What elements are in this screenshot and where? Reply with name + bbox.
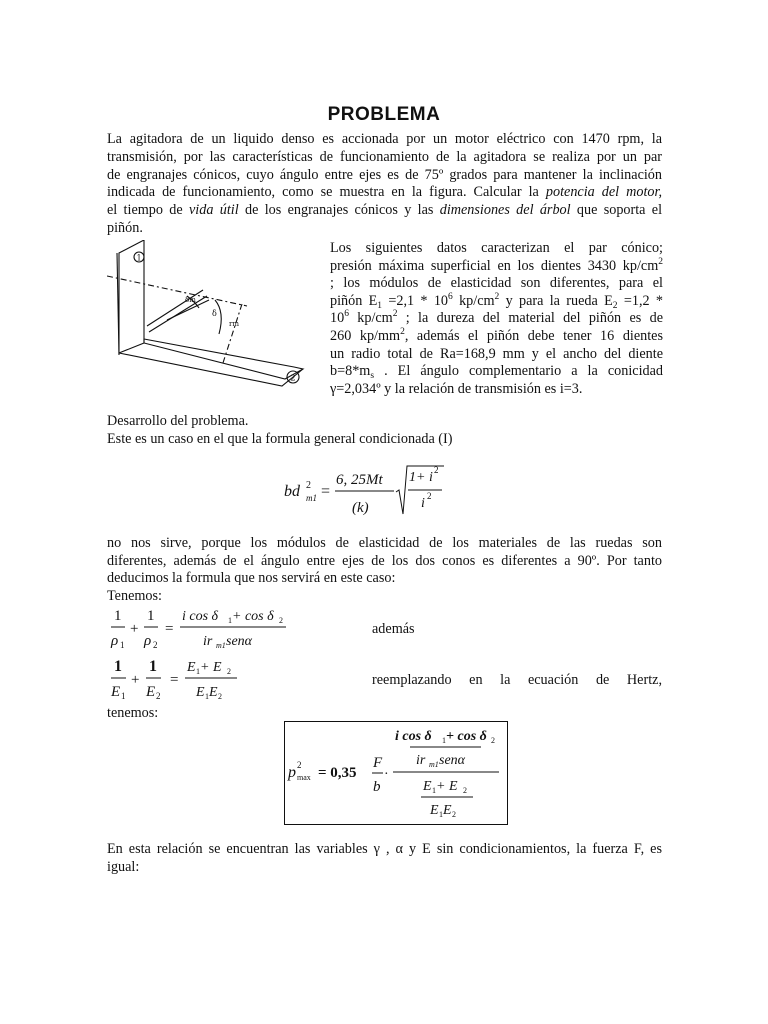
- statement-text: de los engranajes cónicos y las: [245, 202, 434, 219]
- data-paragraph: [330, 240, 663, 398]
- eq2-sub: 1: [120, 640, 125, 650]
- eq2-sub: 2: [153, 640, 158, 650]
- data-text: =2,1 * 10: [382, 292, 449, 309]
- eq4-sub: 2: [491, 736, 495, 745]
- statement-line: transmisión, por las características de funcionamiento de la agitadora se realiza por un par: [107, 148, 662, 165]
- eq4-d1: E: [423, 779, 432, 794]
- eq4-b: b: [373, 779, 381, 795]
- equation-curvature-svg: [110, 604, 300, 654]
- eq2-sub: 2: [279, 616, 283, 625]
- figure-rm-label: rm: [229, 320, 239, 328]
- eq3-sub: 1: [205, 692, 209, 701]
- statement-text: indicada de funcionamiento, como se muestra en la figura. Calcular la: [107, 184, 539, 201]
- eq4-sub: max: [297, 773, 311, 782]
- eq1-lhs-sup: 2: [306, 480, 311, 491]
- superscript: 2: [400, 326, 405, 337]
- eq1-lhs-sub: m1: [306, 493, 317, 503]
- hertz-equation-svg: [285, 722, 507, 824]
- statement-line: [107, 184, 662, 202]
- eq4-coefficient: = 0,35: [318, 765, 357, 781]
- eq2-denominator: senα: [226, 634, 253, 649]
- page-title: PROBLEMA: [327, 104, 441, 125]
- eq3-plus: +: [131, 672, 140, 688]
- eq3-sub: 1: [121, 691, 126, 701]
- statement-line: [107, 202, 662, 220]
- closing-paragraph: [107, 841, 662, 876]
- eq1-root-numerator: 1+ i: [409, 470, 433, 485]
- problem-statement: [107, 131, 662, 238]
- figure-label-2: 2: [290, 373, 296, 384]
- eq1-equals: =: [321, 483, 331, 500]
- eq3-numerator: + E: [200, 660, 222, 675]
- eq3-e: E: [146, 684, 156, 700]
- emphasis-potencia: potencia del motor,: [545, 184, 662, 201]
- eq3-equals: =: [170, 672, 179, 688]
- eq3-one: 1: [114, 658, 122, 675]
- superscript: 2: [392, 309, 398, 320]
- eq3-sub: 1: [196, 667, 200, 676]
- eq2-numerator: + cos δ: [232, 609, 274, 624]
- eq4-p: p: [288, 764, 296, 781]
- data-text: ; la dureza del material del piñón es de: [397, 310, 663, 327]
- data-line: un radio total de Ra=168,9 mm y el ancho del diente: [330, 345, 663, 362]
- eq1-root-denominator-sup: 2: [427, 491, 432, 501]
- eq3-e: E: [111, 684, 121, 700]
- eq4-sub: 1: [439, 810, 443, 819]
- eq2-numerator: i cos δ: [182, 609, 219, 624]
- superscript: 2: [658, 256, 663, 267]
- data-text: y para la rueda E: [499, 292, 613, 309]
- eq4-sub: 2: [463, 786, 467, 795]
- eq4-sub: 2: [452, 810, 456, 819]
- development-intro: [107, 413, 452, 448]
- data-line: ; los módulos de elasticidad son diferentes, para el: [330, 275, 663, 292]
- statement-text: el tiempo de: [107, 202, 183, 219]
- eq2-plus: +: [130, 621, 139, 637]
- eq4-sub: 1: [432, 786, 436, 795]
- data-line: [330, 258, 663, 276]
- data-text: =1,2 *: [617, 292, 663, 309]
- figure-delta-label: δ: [212, 309, 217, 318]
- eq4-sub: 1: [442, 736, 446, 745]
- superscript: 2: [494, 291, 500, 302]
- equation-general: [284, 462, 454, 527]
- equation-general-svg: [284, 462, 454, 522]
- data-text: 260 kp/mm: [330, 327, 401, 344]
- eq3-one: 1: [149, 658, 157, 675]
- eq1-numerator: 6, 25Mt: [336, 472, 383, 488]
- figure-label-1: 1: [136, 253, 142, 263]
- data-line: [330, 363, 663, 381]
- eq1-denominator: (k): [352, 500, 369, 516]
- eq3-sub: 2: [227, 667, 231, 676]
- eq1-root-numerator-sup: 2: [434, 465, 439, 475]
- eq3-denominator: E: [209, 685, 218, 700]
- bevel-gear-sketch: [107, 240, 322, 400]
- data-line: [330, 293, 663, 311]
- subscript: 2: [612, 300, 618, 311]
- equation-curvature: [110, 604, 300, 659]
- eq3-continuation: tenemos:: [107, 705, 159, 721]
- statement-text: que soporta el: [576, 202, 663, 219]
- eq2-sub: 1: [228, 616, 232, 625]
- data-line: [330, 310, 663, 328]
- data-text: presión máxima superficial en los dientes 3430 kp/cm: [330, 257, 659, 274]
- eq2-rho: ρ: [144, 633, 152, 649]
- eq3-sub: 2: [218, 692, 222, 701]
- eq4-dot: ·: [384, 767, 389, 782]
- eq4-n2-sub: m1: [429, 760, 439, 769]
- eq4-d1: + E: [436, 779, 458, 794]
- equation-elasticity-svg: [110, 655, 250, 705]
- eq2-equals: =: [165, 621, 174, 637]
- superscript: 6: [344, 309, 349, 320]
- closing-line: En esta relación se encuentran las variables γ , α y E sin condicionamientos, la fuerza F, es: [107, 841, 662, 857]
- data-text: piñón E: [330, 292, 378, 309]
- eq2-one: 1: [147, 608, 155, 624]
- horizontal-arm: [144, 339, 303, 379]
- hertz-equation-box: [284, 721, 508, 825]
- development-heading: Desarrollo del problema.: [107, 413, 249, 429]
- closing-line: igual:: [107, 858, 140, 875]
- eq2-rho: ρ: [111, 633, 119, 649]
- eq4-d2: E: [430, 803, 439, 818]
- eq4-d2: E: [443, 803, 452, 818]
- discussion-line: deducimos la formula que nos servirá en este caso:: [107, 570, 396, 587]
- eq2-one: 1: [114, 608, 122, 624]
- subscript: 1: [377, 300, 383, 311]
- eq4-n1: i cos δ: [395, 729, 432, 744]
- eq3-side-label: reemplazando en la ecuación de Hertz,: [372, 672, 662, 688]
- data-text: . El ángulo complementario a la conicidad: [374, 363, 663, 380]
- development-line: Este es un caso en el que la formula general condicionada (I): [107, 430, 453, 447]
- eq1-root-denominator: i: [421, 496, 425, 511]
- statement-line: La agitadora de un liquido denso es accionada por un motor eléctrico con 1470 rpm, la: [107, 131, 662, 147]
- discussion-line: no nos sirve, porque los módulos de elasticidad de los materiales de las ruedas son: [107, 535, 662, 551]
- statement-line: piñón.: [107, 219, 143, 236]
- data-text: b=8*m: [330, 363, 371, 380]
- data-line: [330, 328, 663, 346]
- data-line: γ=2,034º y la relación de transmisión es i=3.: [330, 380, 583, 397]
- emphasis-vida-util: vida útil: [189, 202, 239, 219]
- data-text: 10: [330, 310, 345, 327]
- data-text: kp/cm: [452, 292, 495, 309]
- data-text: , además el piñón debe tener 16 dientes: [404, 327, 663, 344]
- eq4-n2: senα: [439, 753, 466, 768]
- data-text: kp/cm: [348, 310, 393, 327]
- figure-dm-label: δm: [185, 296, 196, 304]
- data-line: Los siguientes datos caracterizan el par cónico;: [330, 240, 663, 256]
- bevel-gear-figure: [107, 240, 322, 400]
- eq2-denominator-sub: m1: [216, 641, 226, 650]
- eq2-side-label: además: [372, 621, 415, 637]
- equation-elasticity: [110, 655, 250, 710]
- eq4-sup: 2: [297, 760, 302, 770]
- eq4-f: F: [373, 755, 383, 771]
- statement-line: de engranajes cónicos, cuyo ángulo entre ejes es de 75º grados para mantener la inclinación: [107, 166, 662, 183]
- pinion-axis: [107, 276, 247, 306]
- eq3-denominator: E: [196, 685, 205, 700]
- discussion-line: Tenemos:: [107, 587, 162, 604]
- eq4-n2: ir: [416, 753, 426, 768]
- discussion-line: diferentes, además de el ángulo entre ejes de los dos conos es diferentes a 90º. Por tanto: [107, 552, 662, 569]
- emphasis-dimensiones: dimensiones del árbol: [439, 202, 571, 219]
- eq1-lhs: bd: [284, 483, 300, 500]
- eq3-numerator: E: [187, 660, 196, 675]
- eq2-denominator: ir: [203, 634, 213, 649]
- eq4-n1: + cos δ: [446, 729, 487, 744]
- subscript: s: [370, 371, 375, 382]
- superscript: 6: [448, 291, 453, 302]
- eq3-sub: 2: [156, 691, 161, 701]
- discussion-paragraph: [107, 535, 662, 605]
